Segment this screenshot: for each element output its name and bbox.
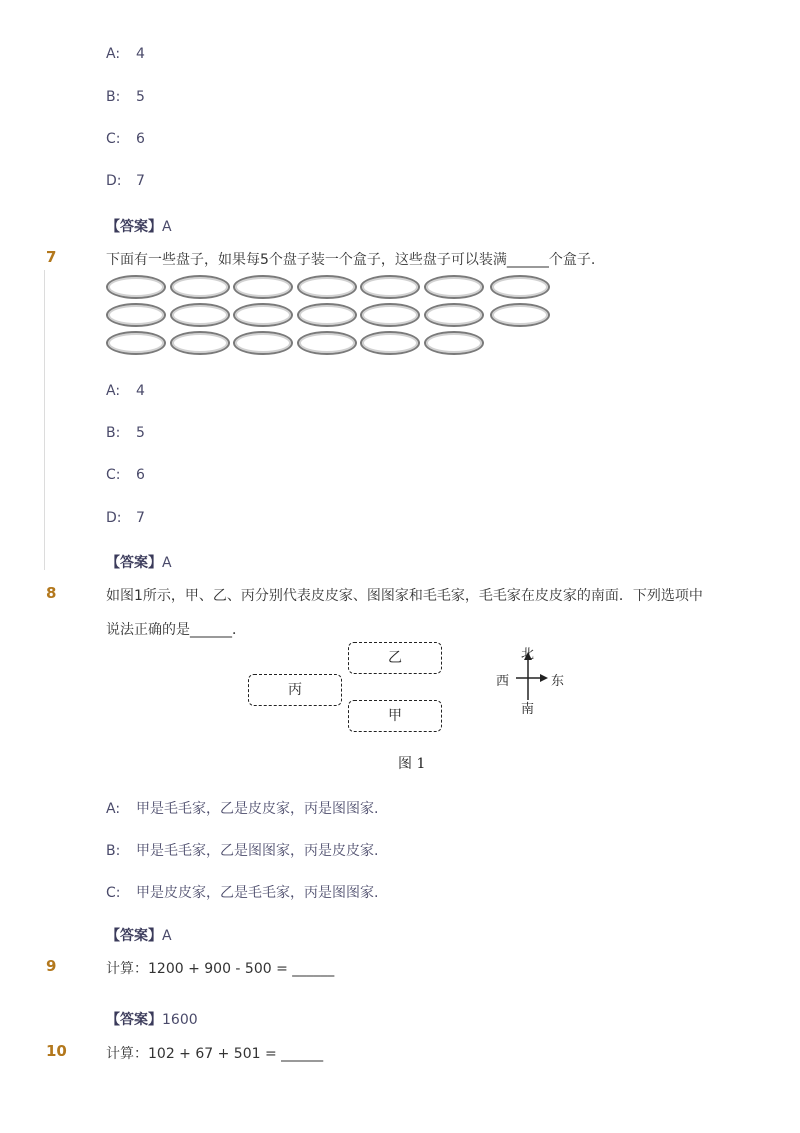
option-text: 甲是毛毛家，乙是图图家，丙是皮皮家. (136, 843, 379, 859)
option-text: 甲是皮皮家，乙是毛毛家，丙是图图家. (136, 885, 379, 901)
q8-option-b (106, 840, 378, 860)
direction-west: 西 (496, 674, 510, 689)
q6-option-d (106, 173, 145, 189)
q9-text: 计算：1200 + 900 - 500 = ______ (106, 961, 335, 977)
q10-number: 10 (46, 1042, 67, 1060)
q7-option-c (106, 467, 145, 483)
plate (106, 275, 166, 299)
option-text: 7 (136, 510, 145, 526)
option-text: 6 (136, 467, 145, 483)
box-bing: 丙 (248, 674, 342, 706)
q7-number: 7 (46, 248, 57, 266)
answer-tag: 【答案】 (106, 219, 162, 235)
q8-option-c (106, 882, 378, 902)
q7-answer (106, 552, 172, 572)
plate (360, 331, 420, 355)
answer-tag: 【答案】 (106, 555, 162, 571)
direction-north: 北 (521, 647, 535, 662)
box-yi: 乙 (348, 642, 442, 674)
option-letter: B: (106, 89, 121, 105)
option-text: 7 (136, 173, 145, 189)
option-letter: D: (106, 173, 122, 189)
q7-text: 下面有一些盘子，如果每5个盘子装一个盒子，这些盘子可以装满______个盒子. (106, 252, 596, 268)
q9-number: 9 (46, 957, 57, 975)
plate (170, 331, 230, 355)
plate (297, 275, 357, 299)
q7-option-d (106, 510, 145, 526)
plate (233, 303, 293, 327)
plate (297, 331, 357, 355)
option-text: 4 (136, 383, 145, 399)
plate (233, 331, 293, 355)
option-letter: B: (106, 425, 121, 441)
plate (424, 275, 484, 299)
plate (490, 275, 550, 299)
option-text: 4 (136, 46, 145, 62)
q8-figure (240, 636, 580, 776)
option-text: 5 (136, 89, 145, 105)
option-letter: C: (106, 131, 121, 147)
plate (424, 303, 484, 327)
q8-answer (106, 925, 172, 945)
plate (490, 303, 550, 327)
margin-rule (44, 270, 45, 570)
q7-plates-figure (106, 275, 556, 355)
option-letter: D: (106, 510, 122, 526)
option-text: 甲是毛毛家，乙是皮皮家，丙是图图家. (136, 801, 379, 817)
answer-tag: 【答案】 (106, 1012, 162, 1028)
plate (170, 303, 230, 327)
option-letter: A: (106, 383, 121, 399)
answer-value: A (162, 928, 172, 944)
answer-tag: 【答案】 (106, 928, 162, 944)
option-text: 5 (136, 425, 145, 441)
option-letter: A: (106, 801, 121, 817)
plate (106, 303, 166, 327)
q8-text-line2: 说法正确的是______． (106, 622, 246, 638)
q6-option-b (106, 89, 145, 105)
option-text: 6 (136, 131, 145, 147)
box-jia: 甲 (348, 700, 442, 732)
plate (360, 275, 420, 299)
q7-option-b (106, 425, 145, 441)
plate (297, 303, 357, 327)
figure-caption: 图 1 (398, 756, 426, 772)
q8-option-a (106, 798, 378, 818)
option-letter: B: (106, 843, 121, 859)
answer-value: 1600 (162, 1012, 198, 1028)
answer-value: A (162, 219, 172, 235)
q10-text: 计算：102 + 67 + 501 = ______ (106, 1046, 324, 1062)
direction-east: 东 (551, 674, 565, 689)
option-letter: C: (106, 885, 121, 901)
plate (106, 331, 166, 355)
plate (233, 275, 293, 299)
plate (170, 275, 230, 299)
q9-answer (106, 1009, 198, 1029)
direction-south: 南 (521, 702, 535, 717)
q6-answer (106, 216, 172, 236)
answer-value: A (162, 555, 172, 571)
option-letter: C: (106, 467, 121, 483)
q6-option-a (106, 46, 145, 62)
plate (360, 303, 420, 327)
q8-text-line1: 如图1所示，甲、乙、丙分别代表皮皮家、图图家和毛毛家，毛毛家在皮皮家的南面．下列选项中 (106, 588, 703, 604)
q7-option-a (106, 383, 145, 399)
option-letter: A: (106, 46, 121, 62)
plate (424, 331, 484, 355)
q8-number: 8 (46, 584, 57, 602)
q6-option-c (106, 131, 145, 147)
